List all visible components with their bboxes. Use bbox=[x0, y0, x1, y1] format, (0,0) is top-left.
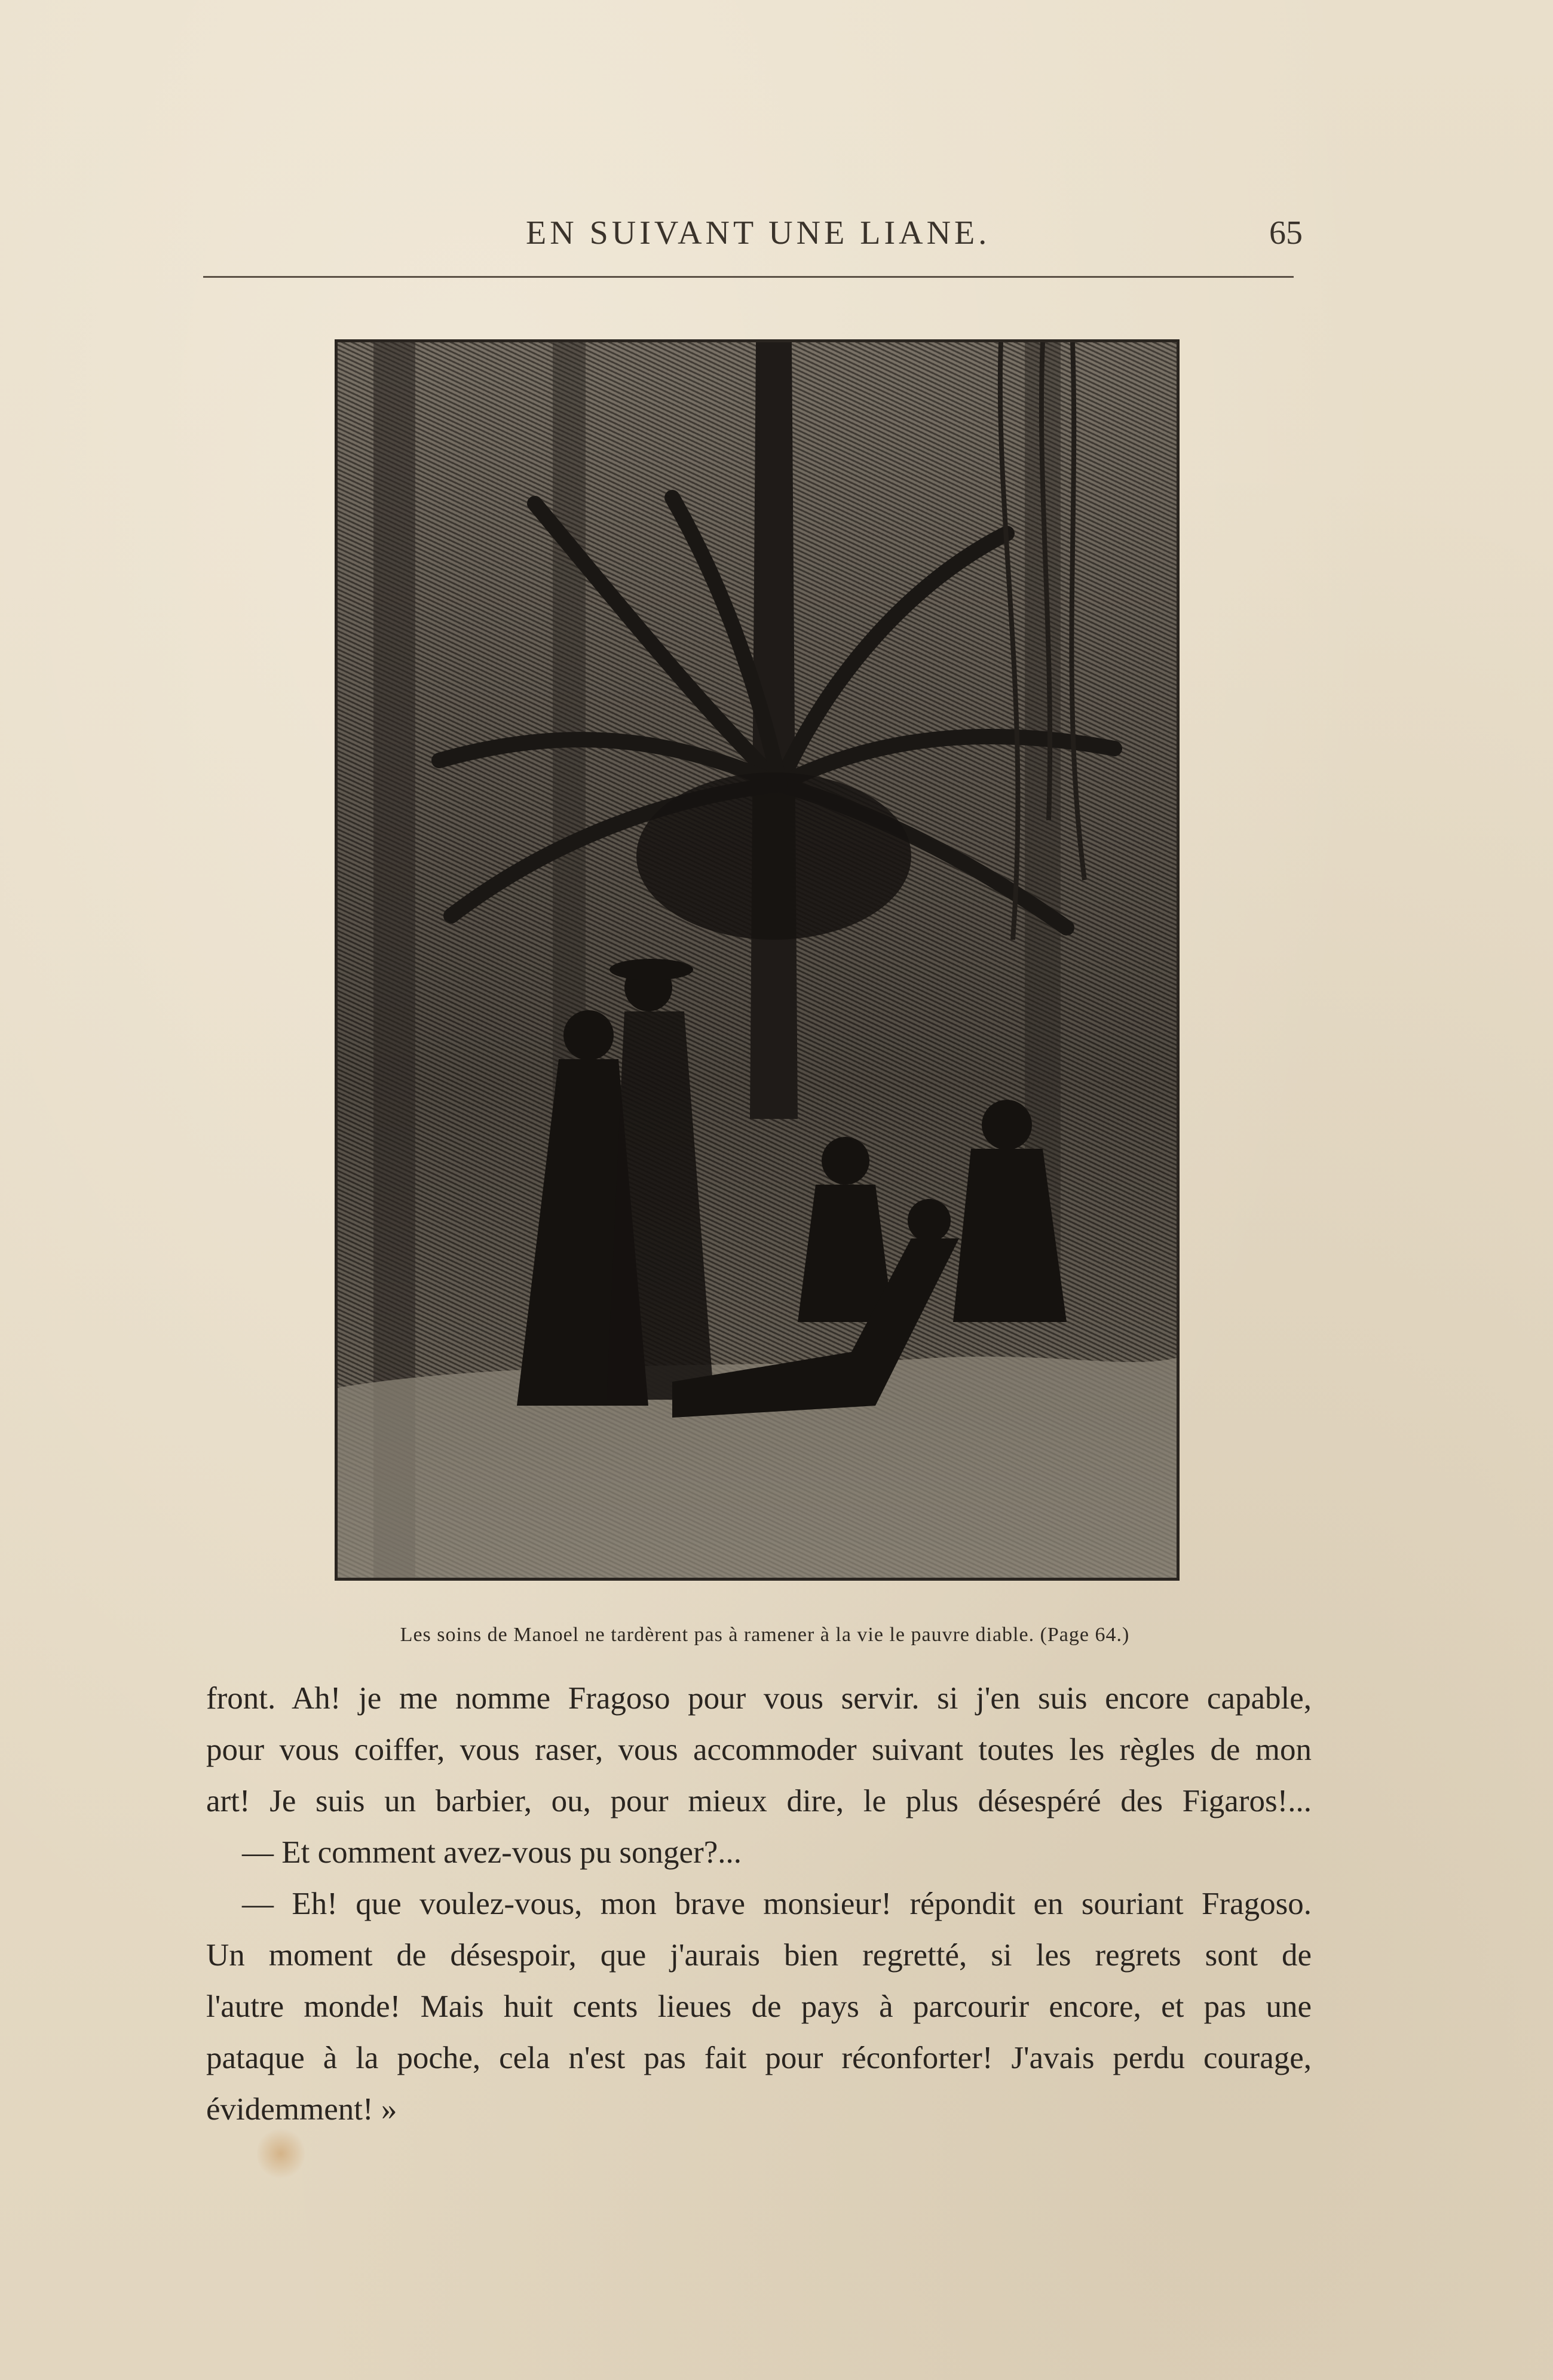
text-line: l'autre monde! Mais huit cents lieues de pays à parcourir encore, et pas une bbox=[206, 1989, 1312, 2024]
text-line: évidemment! » bbox=[206, 2092, 397, 2127]
figure-caption: Les soins de Manoel ne tardèrent pas à ramener à la vie le pauvre diable. (Page 64.) bbox=[400, 1624, 1130, 1646]
text-line: — Eh! que voulez-vous, mon brave monsieur! répondit en souriant Fragoso. bbox=[242, 1887, 1312, 1921]
text-line: front. Ah! je me nomme Fragoso pour vous servir. si j'en suis encore capable, bbox=[206, 1681, 1312, 1716]
running-title: EN SUIVANT UNE LIANE. bbox=[526, 214, 991, 252]
engraving-drawing bbox=[338, 342, 1177, 1578]
text-line: pour vous coiffer, vous raser, vous accommoder suivant toutes les règles de mon bbox=[206, 1732, 1312, 1767]
body-text bbox=[206, 1673, 1312, 2135]
standing-women bbox=[517, 959, 714, 1406]
text-line: — Et comment avez-vous pu songer?... bbox=[242, 1835, 742, 1870]
text-line: Un moment de désespoir, que j'aurais bien regretté, si les regrets sont de bbox=[206, 1938, 1312, 1973]
text-line: art! Je suis un barbier, ou, pour mieux dire, le plus désespéré des Figaros!... bbox=[206, 1784, 1312, 1818]
engraving-illustration bbox=[335, 339, 1180, 1581]
page-number: 65 bbox=[1269, 214, 1303, 252]
header-rule bbox=[203, 276, 1294, 278]
foliage bbox=[636, 772, 911, 940]
page-header bbox=[203, 214, 1303, 256]
text-line: pataque à la poche, cela n'est pas fait pour réconforter! J'avais perdu courage, bbox=[206, 2041, 1312, 2075]
